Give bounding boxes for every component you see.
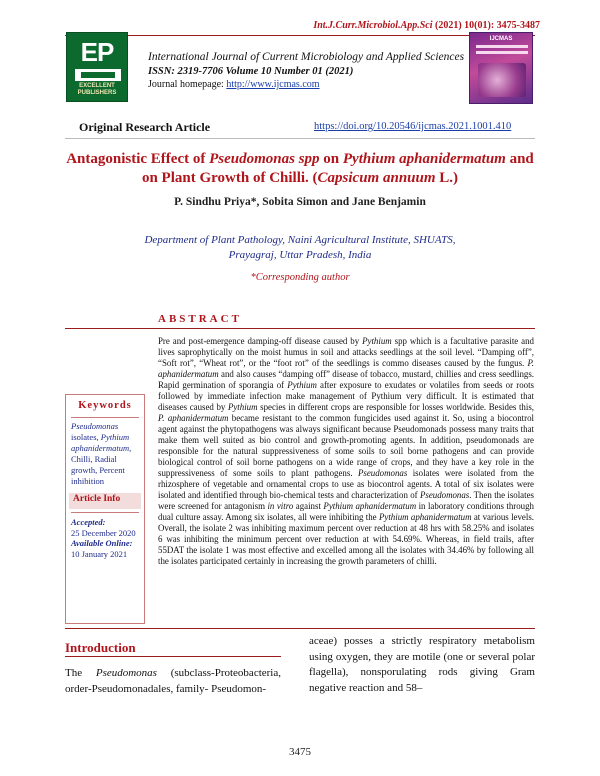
abstract-text: against: [293, 501, 324, 511]
issn-line: ISSN: 2319-7706 Volume 10 Number 01 (2021): [148, 66, 354, 77]
cover-title: IJCMAS: [489, 36, 513, 42]
abstract-italic: Pythium: [362, 336, 392, 346]
abstract-italic: Pseudomonas: [357, 468, 408, 478]
abstract-text: became resistant to the common fungicides used against it. So, using a biocontrol agent against the phytopathogens was always significant because Pseudomonads possess many traits that make them well suited as bio control and growth-promoting agents. In addition, pseudomonads are responsible for the natural suppressiveness of some soils to soil borne pathogens and can provide biological control of soil borne pathogens on a wide range of crops, and they have a key role in the suppressiveness of some soils to plant pathogens.: [158, 413, 534, 478]
title-part: Antagonistic Effect of: [66, 151, 210, 167]
running-head: [313, 20, 540, 31]
title-part: and on Plant Growth of Chilli. (: [141, 151, 534, 186]
title-part: L.): [435, 170, 459, 186]
abstract-text: spp which is a facultative parasite and lives saprophytically on the moist humus in soil and attacks seedlings at the soil level. “Damping off”, “Soft rot”, “Wheat rot”, or the “foot rot” of the seedlings is commo diseases caused by the fungus.: [158, 336, 534, 368]
abstract-text: after exposure to exudates or volatiles from seeds or roots followed by immediate infection make management of Pythium very difficult. It is estimated that diseases caused by: [158, 380, 534, 412]
journal-homepage: [148, 79, 320, 90]
abstract-text: isolates were isolated from the rhizosphere of vegetable and ornamental crops to use as biocontrol agents. A total of six isolates were isolated and identified through bio-chemical tests and characterization of: [158, 468, 534, 500]
abstract-heading: ABSTRACT: [158, 313, 242, 325]
title-part-italic: Pythium aphanidermatum: [342, 151, 506, 167]
abstract-italic: Pythium aphanidermatum: [323, 501, 417, 511]
abstract-italic: Pseudomonas: [419, 490, 470, 500]
corresponding-author-note: *Corresponding author: [250, 272, 350, 283]
abstract-italic: Pythium: [287, 380, 317, 390]
cover-illustration: [478, 63, 526, 97]
accepted-date: 25 December 2020: [71, 527, 136, 538]
keywords-divider: [71, 417, 139, 418]
sidebar-info-box: [65, 394, 145, 624]
article-info-heading: Article Info: [73, 494, 121, 504]
header-divider: [65, 35, 535, 36]
affiliation-line-2: Prayagraj, Uttar Pradesh, India: [228, 249, 372, 261]
abstract-text: at various levels. Overall, the isolate 2 was inhibiting maximum percent over reduction at 48 hrs with 58.25% and isolates 6 was inhibiting the minimum percent over reduction at with 54.69%. Whereas, in field trails, after 55DAT the isolate 1 was most effective and excelled among all the isolates with 34.46% by following all the isolates participated certainly in increasing the growth parameters of chilli.: [158, 512, 534, 566]
article-info-divider: [71, 512, 139, 513]
article-divider: [65, 138, 535, 139]
running-head-citation: (2021) 10(01): 3475-3487: [432, 20, 540, 31]
abstract-italic: P. aphanidermatum: [158, 413, 229, 423]
logo-monogram: EP: [80, 37, 114, 67]
abstract-italic: Pythium: [227, 402, 258, 412]
abstract-text: and also causes “damping off” disease of tobacco, mustard, chillies and cress seedlings. Rapid germination of sporangia of: [158, 369, 534, 390]
abstract-italic: in vitro: [267, 501, 294, 511]
abstract-italic: Pythium aphanidermatum: [378, 512, 472, 522]
abstract-divider: [65, 328, 535, 329]
cover-band: [476, 51, 528, 54]
introduction-left-column: [65, 666, 281, 697]
intro-text: (subclass-Proteobacteria, order-Pseudomonadales, family- Pseudomon-: [65, 667, 281, 695]
abstract-italic: P. aphanidermatum: [158, 358, 534, 379]
online-label: Available Online:: [71, 538, 133, 548]
keyword-italic: Pythium aphanidermatum: [71, 432, 130, 453]
keyword-italic: Pseudomonas: [71, 421, 119, 431]
keywords-heading: Keywords: [78, 400, 132, 411]
title-part-italic: Pseudomonas spp: [209, 151, 320, 167]
publisher-logo: [66, 32, 128, 102]
article-info-dates: [71, 517, 143, 559]
article-type: Original Research Article: [79, 120, 211, 134]
keyword-text: , Chilli, Radial growth, Percent inhibition: [71, 443, 132, 486]
logo-caption: EXCELLENT PUBLISHERS: [77, 83, 117, 96]
keywords-list: [71, 421, 143, 487]
page-number: 3475: [289, 746, 311, 758]
abstract-text: Pre and post-emergence damping-off disease caused by: [158, 336, 363, 346]
homepage-label: Journal homepage:: [148, 79, 227, 90]
doi-link[interactable]: https://doi.org/10.20546/ijcmas.2021.1001.410: [314, 121, 512, 132]
intro-italic: Pseudomonas: [95, 667, 157, 679]
title-part-italic: Capsicum annuum: [317, 170, 436, 186]
affiliation-line-1: Department of Plant Pathology, Naini Agricultural Institute, SHUATS,: [144, 234, 456, 246]
keyword-text: isolates,: [71, 432, 101, 442]
cover-band: [476, 45, 528, 48]
authors: P. Sindhu Priya*, Sobita Simon and Jane Benjamin: [174, 196, 426, 208]
abstract-text: in laboratory conditions through dual culture assay. Among six isolates, all were inhibiting the: [158, 501, 534, 522]
introduction-divider: [65, 656, 281, 657]
abstract-bottom-divider: [65, 628, 535, 629]
journal-name: International Journal of Current Microbiology and Applied Sciences: [148, 51, 465, 63]
article-title: [65, 150, 535, 188]
intro-text: The: [65, 667, 96, 679]
running-head-journal: Int.J.Curr.Microbiol.App.Sci: [313, 20, 433, 31]
journal-cover-image: [469, 32, 533, 104]
accepted-label: Accepted:: [71, 517, 106, 527]
homepage-link[interactable]: http://www.ijcmas.com: [226, 79, 320, 90]
affiliation: [65, 233, 535, 263]
introduction-right-column: aceae) posses a strictly respiratory metabolism using oxygen, they are motile (one or several polar flagella), nonsporulating rods giving Gram negative reaction and 58–: [309, 635, 535, 694]
online-date: 10 January 2021: [71, 548, 128, 559]
introduction-heading: Introduction: [65, 640, 136, 655]
title-part: on: [319, 151, 343, 167]
abstract-body: [158, 336, 534, 567]
logo-emblem-icon: [75, 69, 121, 81]
abstract-text: species in different crops are responsible for losses worldwide. Besides this,: [257, 402, 534, 412]
abstract-text: . Then the isolates were screened for antagonism: [158, 490, 534, 511]
